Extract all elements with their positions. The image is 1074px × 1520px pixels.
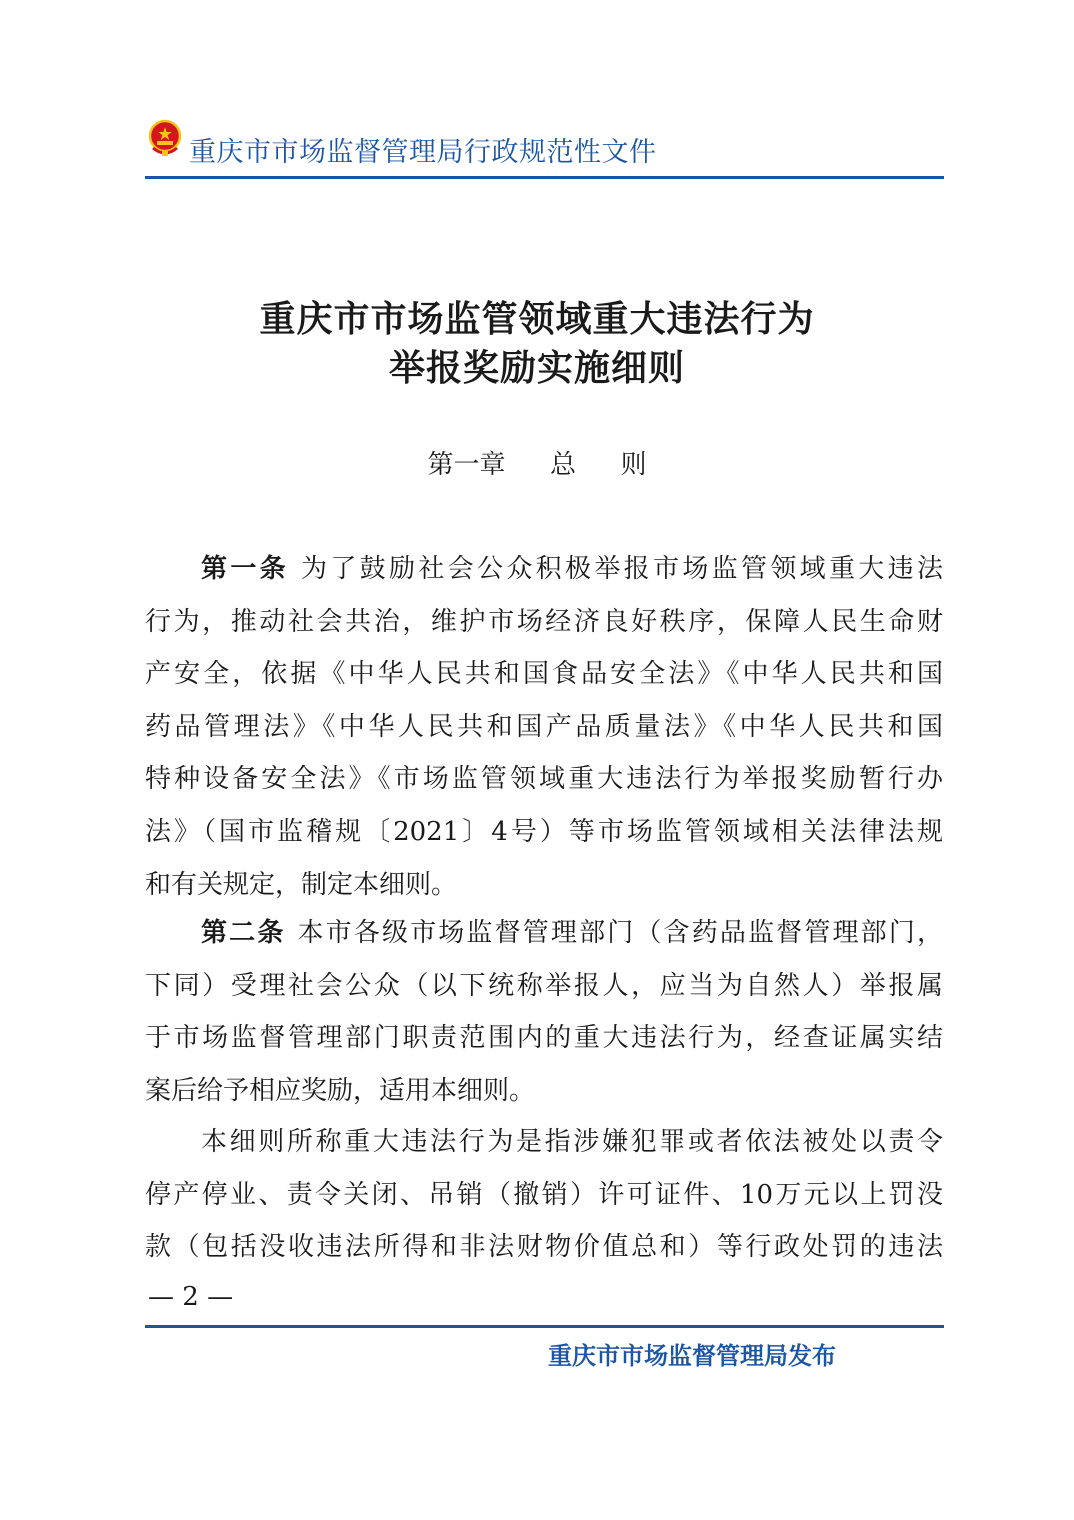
- article-2: [145, 907, 943, 1117]
- paragraph-line: 本细则所称重大违法行为是指涉嫌犯罪或者依法被处以责令: [201, 1127, 943, 1157]
- paragraph-line: 款（包括没收违法所得和非法财物价值总和）等行政处罚的违法: [145, 1232, 943, 1263]
- document-header: [145, 118, 945, 180]
- paragraph-line: 案后给予相应奖励，适用本细则。: [145, 1075, 536, 1106]
- paragraph-line: 第二条 本市各级市场监督管理部门（含药品监督管理部门，: [201, 918, 943, 948]
- article-label: 第一条: [201, 554, 289, 584]
- paragraph-line: 和有关规定，制定本细则。: [145, 869, 458, 900]
- paragraph-line: 产安全，依据《中华人民共和国食品安全法》《中华人民共和国: [145, 659, 943, 690]
- page-number: — 2 —: [148, 1282, 234, 1312]
- paragraph-line: 第一条 为了鼓励社会公众积极举报市场监管领域重大违法: [201, 554, 943, 584]
- article-1: [145, 543, 943, 911]
- publisher-label: 重庆市市场监督管理局发布: [548, 1342, 836, 1370]
- document-title-line-1: 重庆市市场监管领域重大违法行为: [259, 298, 815, 340]
- paragraph-line: 药品管理法》《中华人民共和国产品质量法》《中华人民共和国: [145, 711, 943, 742]
- paragraph-line: 停产停业、责令关闭、吊销（撤销）许可证件、10万元以上罚没: [145, 1179, 943, 1210]
- footer-rule: [145, 1325, 944, 1328]
- paragraph-line: 法》（国市监稽规〔2021〕4号）等市场监管领域相关法律法规: [145, 816, 943, 847]
- national-emblem-icon: [145, 118, 185, 158]
- paragraph-line: 行为，推动社会共治，维护市场经济良好秩序，保障人民生命财: [145, 606, 943, 637]
- document-title-line-2: 举报奖励实施细则: [388, 347, 685, 389]
- paragraph-line: 下同）受理社会公众（以下统称举报人，应当为自然人）举报属: [145, 970, 943, 1001]
- paragraph-line: 于市场监督管理部门职责范围内的重大违法行为，经查证属实结: [145, 1023, 943, 1054]
- header-title: 重庆市市场监督管理局行政规范性文件: [189, 137, 657, 168]
- chapter-heading: 第一章 总 则: [427, 450, 647, 480]
- definition-paragraph: [145, 1116, 943, 1274]
- article-label: 第二条: [201, 918, 286, 948]
- header-rule: [145, 176, 944, 179]
- paragraph-line: 特种设备安全法》《市场监管领域重大违法行为举报奖励暂行办: [145, 764, 943, 795]
